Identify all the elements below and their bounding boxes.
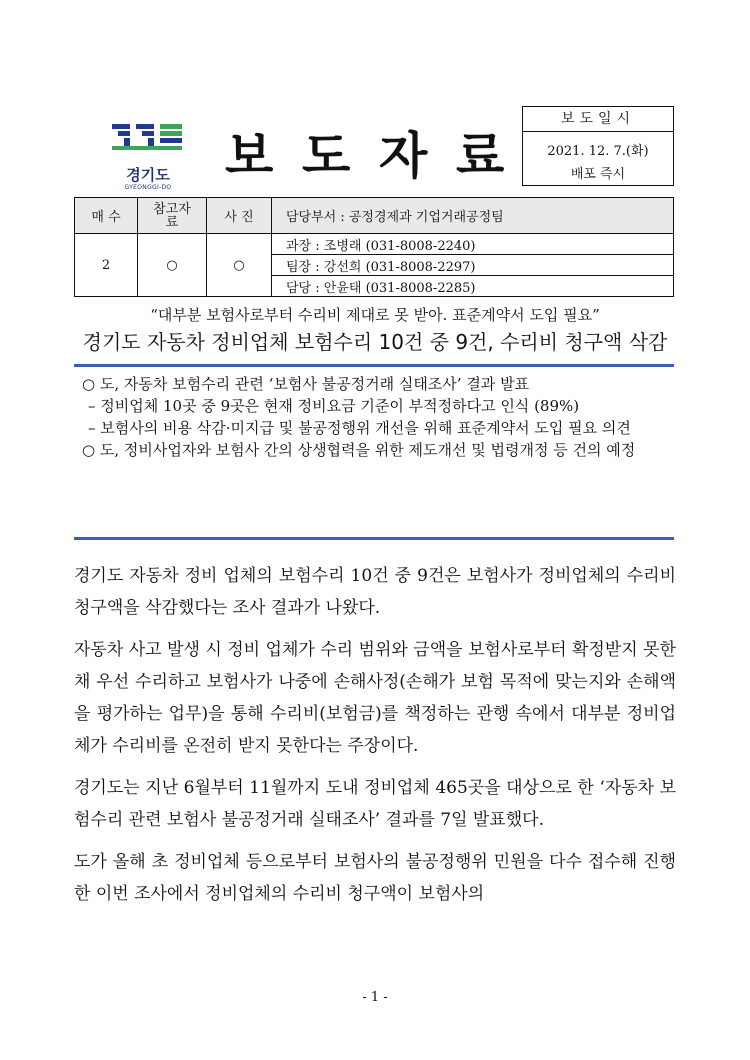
ref-header-text: 참고자료 <box>153 201 191 230</box>
info-table <box>74 197 674 297</box>
summary-item: ○ 도, 정비사업자와 보험사 간의 상생협력을 위한 제도개선 및 법령개정 등 건의 예정 <box>82 441 636 459</box>
subheadline: “대부분 보험사로부터 수리비 제대로 못 받아. 표준계약서 도입 필요” <box>150 306 600 324</box>
headline: 경기도 자동차 정비업체 보험수리 10건 중 9건, 수리비 청구액 삭감 <box>82 330 668 354</box>
release-date-header: 보도일시 <box>523 107 673 132</box>
logo-name: 경기도 <box>126 166 170 184</box>
summary-item: ○ 도, 자동차 보험수리 관련 ‘보험사 불공정거래 실태조사’ 결과 발표 <box>82 375 530 393</box>
article-body <box>74 560 676 920</box>
title-char: 도 <box>302 126 351 185</box>
title-char: 자 <box>379 126 428 185</box>
contact-staff: 담당 : 안윤태 (031-8008-2285) <box>272 276 674 297</box>
pages-header: 매 수 <box>75 198 138 234</box>
summary-subitem: – 정비업체 10곳 중 9곳은 현재 정비요금 기준이 부적정하다고 인식 (89%) <box>88 397 580 415</box>
contact-team-lead: 팀장 : 강선희 (031-8008-2297) <box>272 255 674 276</box>
photo-value: ○ <box>207 234 272 297</box>
body-paragraph: 경기도는 지난 6월부터 11월까지 도내 정비업체 465곳을 대상으로 한 ‘자동차 보험수리 관련 보험사 불공정거래 실태조사’ 결과를 7일 발표했다. <box>74 778 676 830</box>
body-paragraph: 자동차 사고 발생 시 정비 업체가 수리 범위와 금액을 보험사로부터 확정받지 못한 채 우선 수리하고 보험사가 나중에 손해사정(손해가 보험 목적에 맞는지와 손해액을 평가하는 업무)을 통해 수리비(보험금)를 책정하는 관행 속에서 대부분 정비업체가 수리비를 온전히 받지 못한다는 주장이다. <box>74 640 676 756</box>
title-char: 료 <box>456 126 505 185</box>
release-date-box <box>522 106 674 186</box>
release-embargo: 배포 즉시 <box>570 167 626 182</box>
ref-header <box>138 198 207 234</box>
ref-value: ○ <box>138 234 207 297</box>
page-number: - 1 - <box>362 990 388 1005</box>
logo-sub: GYEONGGI-DO <box>124 184 172 191</box>
document-title <box>225 116 515 185</box>
summary-subitem: – 보험사의 비용 삭감·미지급 및 불공정행위 개선을 위해 표준계약서 도입 필요 의견 <box>88 419 631 437</box>
gyeonggi-logo <box>108 124 188 191</box>
body-paragraph: 도가 올해 초 정비업체 등으로부터 보험사의 불공정행위 민원을 다수 접수해 진행한 이번 조사에서 정비업체의 수리비 청구액이 보험사의 <box>74 852 676 904</box>
summary-box <box>74 364 674 540</box>
body-paragraph: 경기도 자동차 정비 업체의 보험수리 10건 중 9건은 보험사가 정비업체의 수리비 청구액을 삭감했다는 조사 결과가 나왔다. <box>74 566 676 618</box>
release-date: 2021. 12. 7.(화) <box>547 144 649 159</box>
pages-value: 2 <box>75 234 138 297</box>
title-char: 보 <box>225 126 274 185</box>
dept-cell: 담당부서 : 공정경제과 기업거래공정팀 <box>272 198 674 234</box>
logo-mark-icon <box>110 124 184 156</box>
contact-manager: 과장 : 조병래 (031-8008-2240) <box>272 234 674 255</box>
photo-header: 사 진 <box>207 198 272 234</box>
